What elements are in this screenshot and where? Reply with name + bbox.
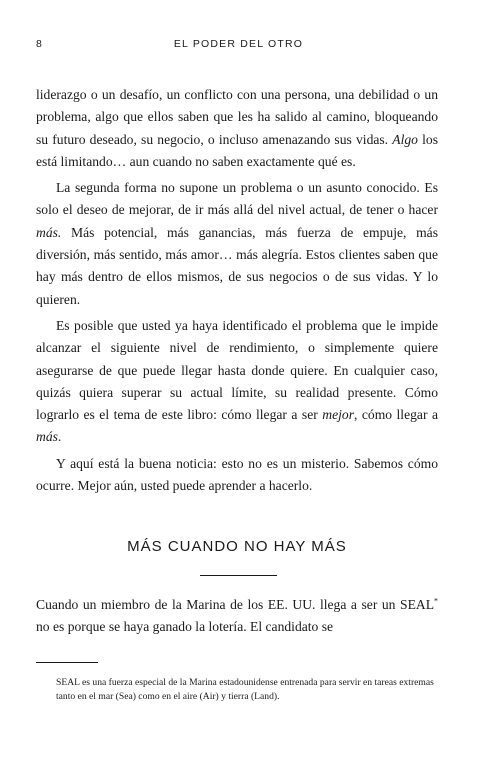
paragraph-text: , cómo llegar a xyxy=(353,407,438,423)
body-text xyxy=(36,84,438,501)
paragraph-text: La segunda forma no supone un problema o un asunto conocido. Es solo el deseo de mejorar, de ir más allá del nivel actual, de tener o hacer xyxy=(36,180,438,218)
running-header xyxy=(36,38,441,54)
paragraph-text: Es posible que usted ya haya identificado el problema que le impide alcanzar el siguiente nivel de rendimiento, o simplemente quiere asegurarse de que puede llegar hasta donde quiere. En cualquier caso, quizás quiera superar su actual límite, su realidad presente. Cómo lograrlo es el tema de este libro: cómo llegar a ser xyxy=(36,317,438,423)
footnote-divider xyxy=(36,662,98,663)
section-divider xyxy=(200,575,277,576)
footnote-marker: * xyxy=(434,596,438,606)
emphasis: más. xyxy=(36,224,62,240)
paragraph-text: Cuando un miembro de la Marina de los EE. UU. llega a ser un SEAL xyxy=(36,597,434,612)
paragraph-4: Y aquí está la buena noticia: esto no es un misterio. Sabemos cómo ocurre. Mejor aún, usted puede aprender a hacerlo. xyxy=(36,455,438,494)
paragraph-text: Más potencial, más ganancias, más fuerza de empuje, más diversión, más sentido, más amor… más alegría. Estos clientes saben que hay más dentro de ellos mismos, de sus negocios o de sus vidas. Y lo quieren. xyxy=(36,224,438,307)
paragraph-text: no es porque se haya ganado la lotería. El candidato se xyxy=(36,619,334,635)
paragraph-text: . xyxy=(57,429,62,445)
paragraph-1 xyxy=(36,84,438,173)
emphasis: más xyxy=(36,429,58,445)
paragraph-3 xyxy=(36,315,438,449)
footnote: SEAL es una fuerza especial de la Marina estadounidense entrenada para servir en tareas extremas tanto en el mar (Sea) como en el aire (Air) y tierra (Land). xyxy=(56,677,434,702)
section-heading: MÁS CUANDO NO HAY MÁS xyxy=(127,538,347,555)
section-paragraph-1 xyxy=(36,594,438,639)
paragraph-text: los está limitando… aun cuando no saben exactamente qué es. xyxy=(36,131,438,169)
paragraph-text: liderazgo o un desafío, un conflicto con una persona, una debilidad o un problema, algo que ellos saben que les ha salido al camino, bloqueando su futuro deseado, su negocio, o incluso amenazando sus vidas. xyxy=(36,87,438,147)
emphasis: Algo xyxy=(392,131,418,147)
page-number: 8 xyxy=(36,38,44,50)
emphasis: mejor xyxy=(322,407,354,423)
paragraph-2 xyxy=(36,177,438,311)
running-title: EL PODER DEL OTRO xyxy=(173,38,304,50)
section-body xyxy=(36,594,438,639)
